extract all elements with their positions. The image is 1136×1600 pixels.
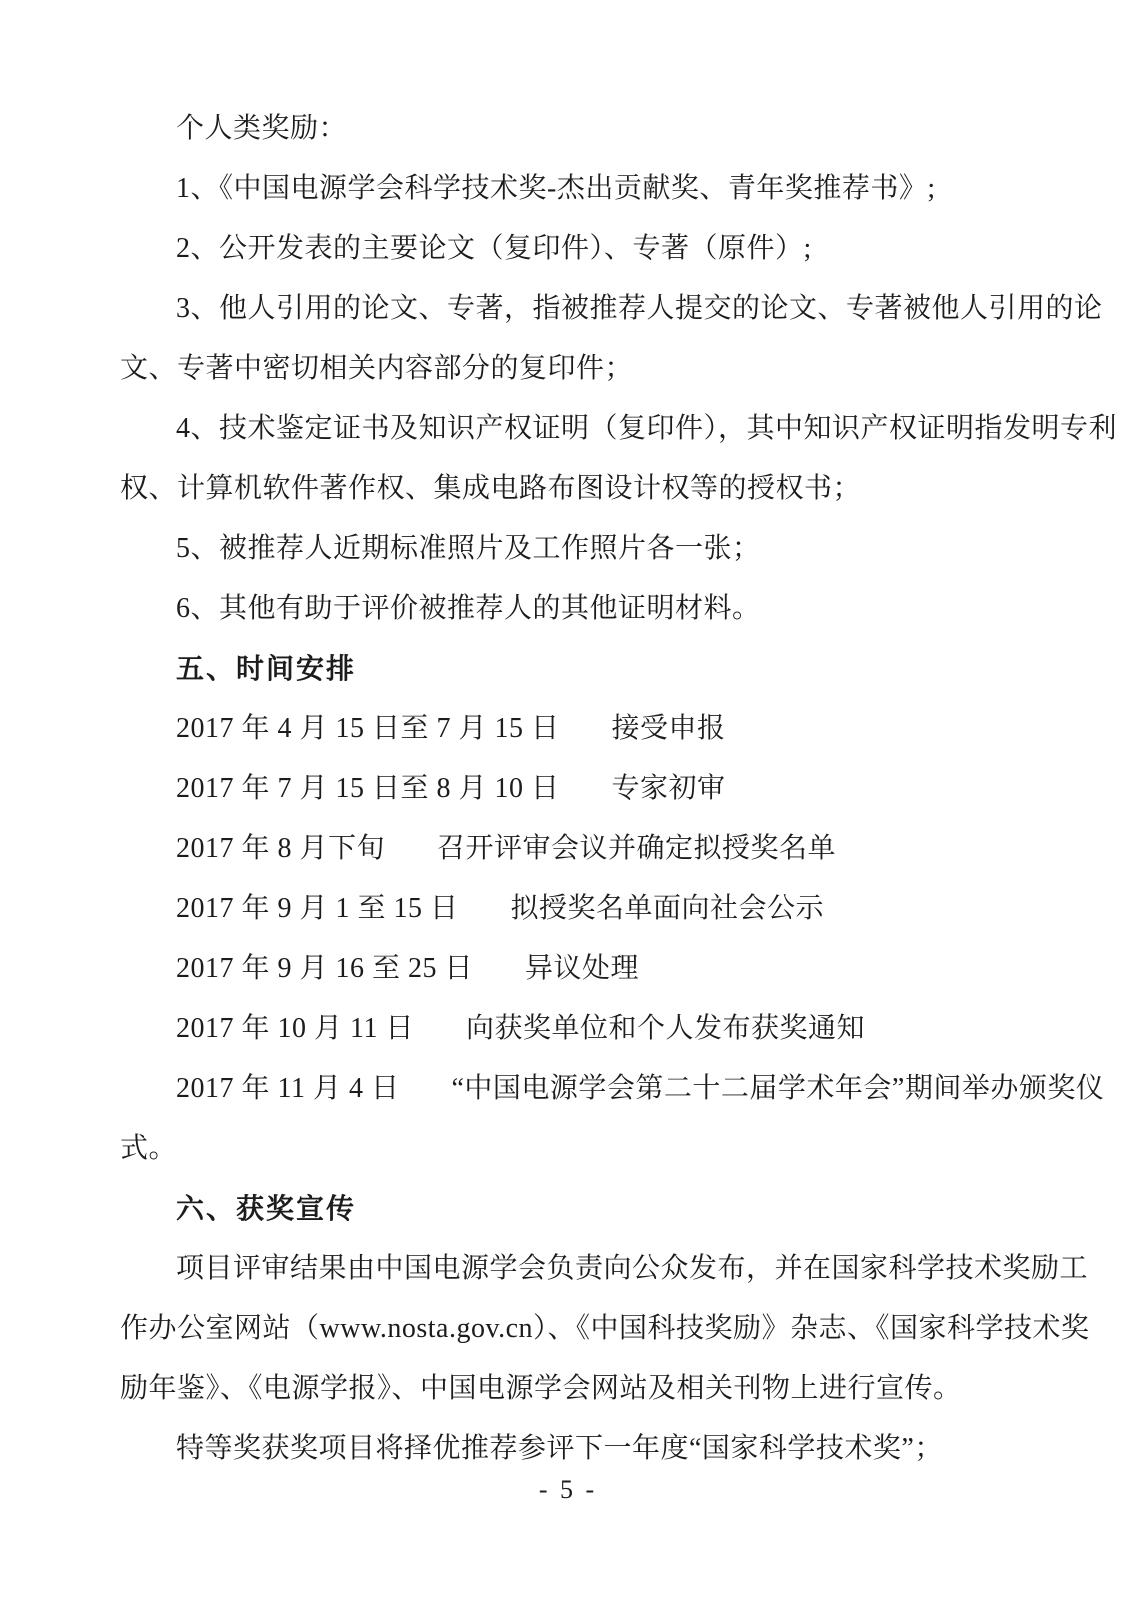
schedule-date: 2017 年 8 月下旬 [176, 833, 386, 864]
schedule-row [120, 1059, 1105, 1119]
page-number: - 5 - [538, 1475, 598, 1504]
list-item-continuation: 权、计算机软件著作权、集成电路布图设计权等的授权书； [120, 473, 862, 504]
schedule-event: “中国电源学会第二十二届学术年会”期间举办颁奖仪 [451, 1073, 1105, 1104]
schedule-date: 2017 年 10 月 11 日 [176, 1013, 414, 1044]
schedule-row [120, 699, 1070, 759]
paragraph-line: 项目评审结果由中国电源学会负责向公众发布，并在国家科学技术奖励工 [176, 1253, 1089, 1284]
list-item: 5、被推荐人近期标准照片及工作照片各一张； [176, 533, 761, 564]
section-heading-time: 五、时间安排 [176, 653, 357, 684]
paragraph-line-continuation: 励年鉴》、《电源学报》、中国电源学会网站及相关刊物上进行宣传。 [120, 1373, 962, 1404]
list-item: 6、其他有助于评价被推荐人的其他证明材料。 [176, 593, 761, 624]
schedule-row-continuation: 式。 [120, 1133, 178, 1164]
section-heading-publicity: 六、获奖宣传 [176, 1193, 357, 1224]
list-item: 3、他人引用的论文、专著，指被推荐人提交的论文、专著被他人引用的论 [176, 293, 1103, 324]
list-item: 2、公开发表的主要论文（复印件）、专著（原件）; [176, 233, 812, 264]
schedule-date: 2017 年 9 月 16 至 25 日 [176, 953, 474, 984]
schedule-row [120, 939, 1070, 999]
paragraph-line-continuation: 作办公室网站（www.nosta.gov.cn）、《中国科技奖励》杂志、《国家科学技术奖 [120, 1313, 1090, 1344]
schedule-row [120, 879, 1070, 939]
list-item-continuation: 文、专著中密切相关内容部分的复印件； [120, 353, 634, 384]
schedule-event: 异议处理 [525, 953, 640, 984]
schedule-event: 接受申报 [611, 713, 726, 744]
paragraph-line: 个人类奖励： [176, 113, 348, 144]
schedule-event: 拟授奖名单面向社会公示 [510, 893, 825, 924]
schedule-row [120, 819, 1070, 879]
schedule-event: 专家初审 [611, 773, 726, 804]
document-body [120, 99, 1118, 1479]
list-item: 1、《中国电源学会科学技术奖-杰出贡献奖、青年奖推荐书》; [176, 173, 936, 204]
schedule-event: 向获奖单位和个人发布获奖通知 [465, 1013, 865, 1044]
schedule-row [120, 759, 1070, 819]
schedule-event: 召开评审会议并确定拟授奖名单 [437, 833, 837, 864]
schedule-date: 2017 年 7 月 15 日至 8 月 10 日 [176, 773, 560, 804]
schedule-row [120, 999, 1070, 1059]
schedule-date: 2017 年 9 月 1 至 15 日 [176, 893, 459, 924]
list-item: 4、技术鉴定证书及知识产权证明（复印件），其中知识产权证明指发明专利 [176, 413, 1118, 444]
paragraph-line: 特等奖获奖项目将择优推荐参评下一年度“国家科学技术奖”； [176, 1433, 943, 1464]
schedule-date: 2017 年 4 月 15 日至 7 月 15 日 [176, 713, 560, 744]
schedule-date: 2017 年 11 月 4 日 [176, 1073, 400, 1104]
